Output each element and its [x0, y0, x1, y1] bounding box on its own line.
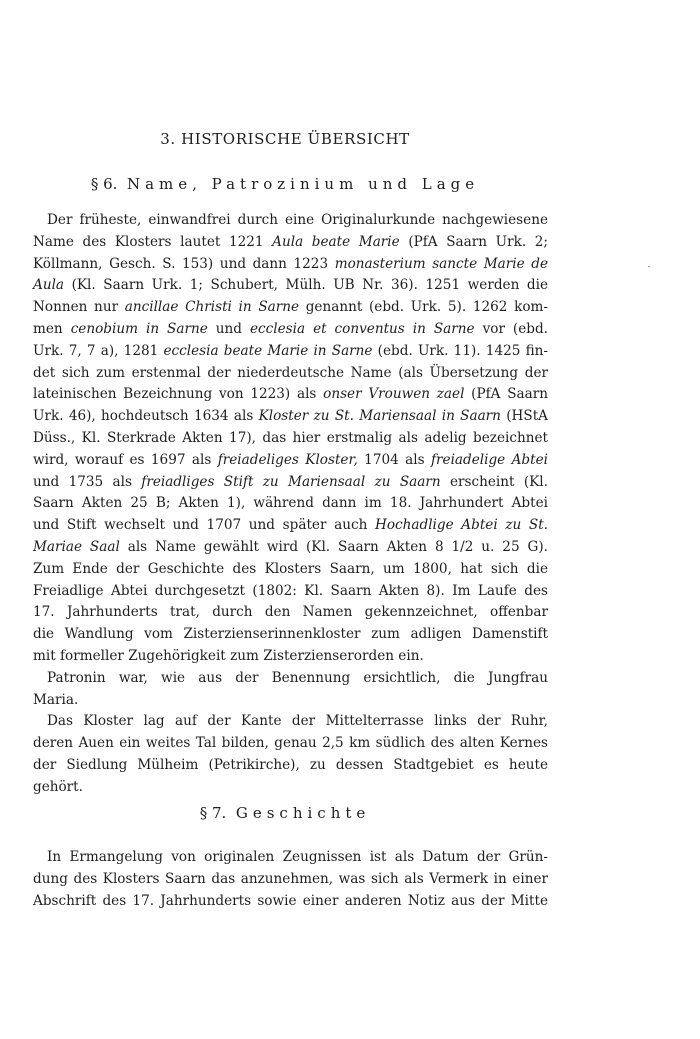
- italic-text: ecclesia beate Marie in Sarne: [163, 342, 373, 359]
- text-run: Nonnen nur: [33, 299, 125, 316]
- text-run: und 1735 als: [33, 473, 142, 490]
- text-run: wird, worauf es 1697 als: [33, 451, 218, 468]
- section-number: § 7.: [199, 804, 227, 822]
- text-run: det sich zum erstenmal der niederdeutsche Name (als Übersetzung der: [33, 364, 548, 381]
- text-run: dung des Klosters Saarn das anzunehmen, was sich als Vermerk in einer: [33, 870, 548, 887]
- italic-text: Kloster zu St. Mariensaal in Saarn: [258, 408, 501, 425]
- text-line: [33, 274, 548, 296]
- text-run: Köllmann, Gesch. S. 153) und dann 1223: [33, 255, 335, 272]
- italic-text: Aula beate Marie: [272, 233, 400, 250]
- text-run: In Ermangelung von originalen Zeugnissen ist als Datum der Grün-: [47, 849, 548, 865]
- text-run: men: [33, 321, 71, 337]
- section-title: Geschichte: [235, 804, 371, 822]
- text-run: (ebd. Urk. 11). 1425 fin-: [372, 342, 549, 359]
- text-run: genannt (ebd. Urk. 5). 1262 kom-: [299, 299, 549, 316]
- text-run: erscheint (Kl.: [440, 473, 548, 490]
- italic-text: cenobium in Sarne: [70, 321, 208, 337]
- text-run: Der früheste, einwandfrei durch eine Originalurkunde nachgewiesene: [47, 212, 548, 228]
- text-run: Name des Klosters lautet 1221: [33, 233, 273, 250]
- text-line: [33, 601, 548, 623]
- section-title: Name, Patrozinium und Lage: [126, 175, 480, 193]
- text-run: und: [207, 321, 250, 337]
- italic-text: ecclesia et conventus in Sarne: [249, 321, 475, 337]
- text-line: [33, 449, 548, 471]
- text-line: [33, 868, 548, 890]
- text-run: 17. Jahrhunderts trat, durch den Namen gekennzeichnet, offenbar: [33, 604, 548, 621]
- text-run: (Kl. Saarn Urk. 1; Schubert, Mülh. UB Nr. 36). 1251 werden die: [64, 277, 548, 294]
- text-run: Düss., Kl. Sterkrade Akten 17), das hier erstmalig als adelig bezeichnet: [33, 430, 548, 446]
- text-run: Patronin war, wie aus der Benennung ersichtlich, die Jungfrau: [47, 669, 548, 686]
- italic-text: Hochadlige Abtei zu St.: [374, 517, 548, 534]
- text-line: [33, 340, 548, 362]
- text-run: Freiadlige Abtei durchgesetzt (1802: Kl. Saarn Akten 8). Im Laufe des: [33, 582, 548, 599]
- text-line: [33, 710, 548, 732]
- text-line: [33, 645, 548, 667]
- text-line: [33, 231, 548, 253]
- text-run: und Stift wechselt und 1707 und später auch: [33, 517, 375, 534]
- text-run: gehört.: [33, 778, 83, 795]
- text-line: [33, 689, 548, 711]
- text-line: [33, 405, 548, 427]
- text-line: [33, 318, 548, 340]
- text-line: [33, 890, 548, 912]
- text-line: [33, 732, 548, 754]
- text-line: [33, 362, 548, 384]
- italic-text: Aula: [33, 277, 65, 294]
- text-line: [33, 209, 548, 231]
- text-line: [33, 514, 548, 536]
- text-run: (PfA Saarn: [464, 386, 548, 403]
- italic-text: freiadelige Abtei: [431, 451, 548, 468]
- text-run: die Wandlung vom Zisterzienserinnenkloster zum adligen Damenstift: [33, 626, 548, 643]
- text-run: als Name gewählt wird (Kl. Saarn Akten 8 1/2 u. 25 G).: [119, 539, 548, 555]
- text-run: Urk. 46), hochdeutsch 1634 als: [33, 408, 259, 425]
- text-line: [33, 253, 548, 275]
- text-run: der Siedlung Mülheim (Petrikirche), zu dessen Stadtgebiet es heute: [33, 757, 548, 773]
- text-line: [33, 471, 548, 493]
- section-number: § 6.: [90, 175, 118, 193]
- text-run: vor (ebd.: [474, 321, 549, 337]
- text-run: Zum Ende der Geschichte des Klosters Saarn, um 1800, hat sich die: [33, 560, 548, 577]
- text-line: [33, 776, 548, 798]
- text-line: [33, 492, 548, 514]
- text-line: [33, 383, 548, 405]
- text-line: [33, 558, 548, 580]
- italic-text: onser Vrouwen zael: [323, 386, 465, 403]
- text-line: [33, 580, 548, 602]
- text-run: Abschrift des 17. Jahrhunderts sowie einer anderen Notiz aus der Mitte: [33, 892, 548, 909]
- section-7-heading: [0, 804, 570, 822]
- text-run: Urk. 7, 7 a), 1281: [33, 342, 164, 359]
- text-run: Maria.: [33, 691, 79, 708]
- text-line: [33, 427, 548, 449]
- italic-text: freiadliges Stift zu Mariensaal zu Saarn: [141, 473, 441, 490]
- chapter-title: 3. HISTORISCHE ÜBERSICHT: [160, 130, 410, 148]
- text-run: Das Kloster lag auf der Kante der Mittelterrasse links der Ruhr,: [47, 713, 548, 730]
- margin-speck: [648, 266, 650, 267]
- text-run: mit formeller Zugehörigkeit zum Zisterzienserorden ein.: [33, 648, 424, 664]
- text-run: Saarn Akten 25 B; Akten 1), während dann im 18. Jahrhundert Abtei: [33, 495, 548, 512]
- text-line: [33, 846, 548, 868]
- text-line: [33, 754, 548, 776]
- text-line: [33, 623, 548, 645]
- text-run: 1704 als: [357, 451, 431, 468]
- italic-text: monasterium sancte Marie de: [334, 255, 548, 272]
- text-run: (PfA Saarn Urk. 2;: [399, 233, 548, 250]
- section-6-heading: [0, 175, 570, 193]
- text-line: [33, 536, 548, 558]
- text-run: (HStA: [500, 408, 548, 425]
- italic-text: Mariae Saal: [33, 539, 120, 555]
- text-line: [33, 667, 548, 689]
- italic-text: ancillae Christi in Sarne: [124, 299, 300, 316]
- text-run: lateinischen Bezeichnung von 1223) als: [33, 386, 324, 403]
- text-run: deren Auen ein weites Tal bilden, genau 2,5 km südlich des alten Kernes: [33, 735, 548, 752]
- text-line: [33, 296, 548, 318]
- italic-text: freiadeliges Kloster,: [217, 451, 358, 468]
